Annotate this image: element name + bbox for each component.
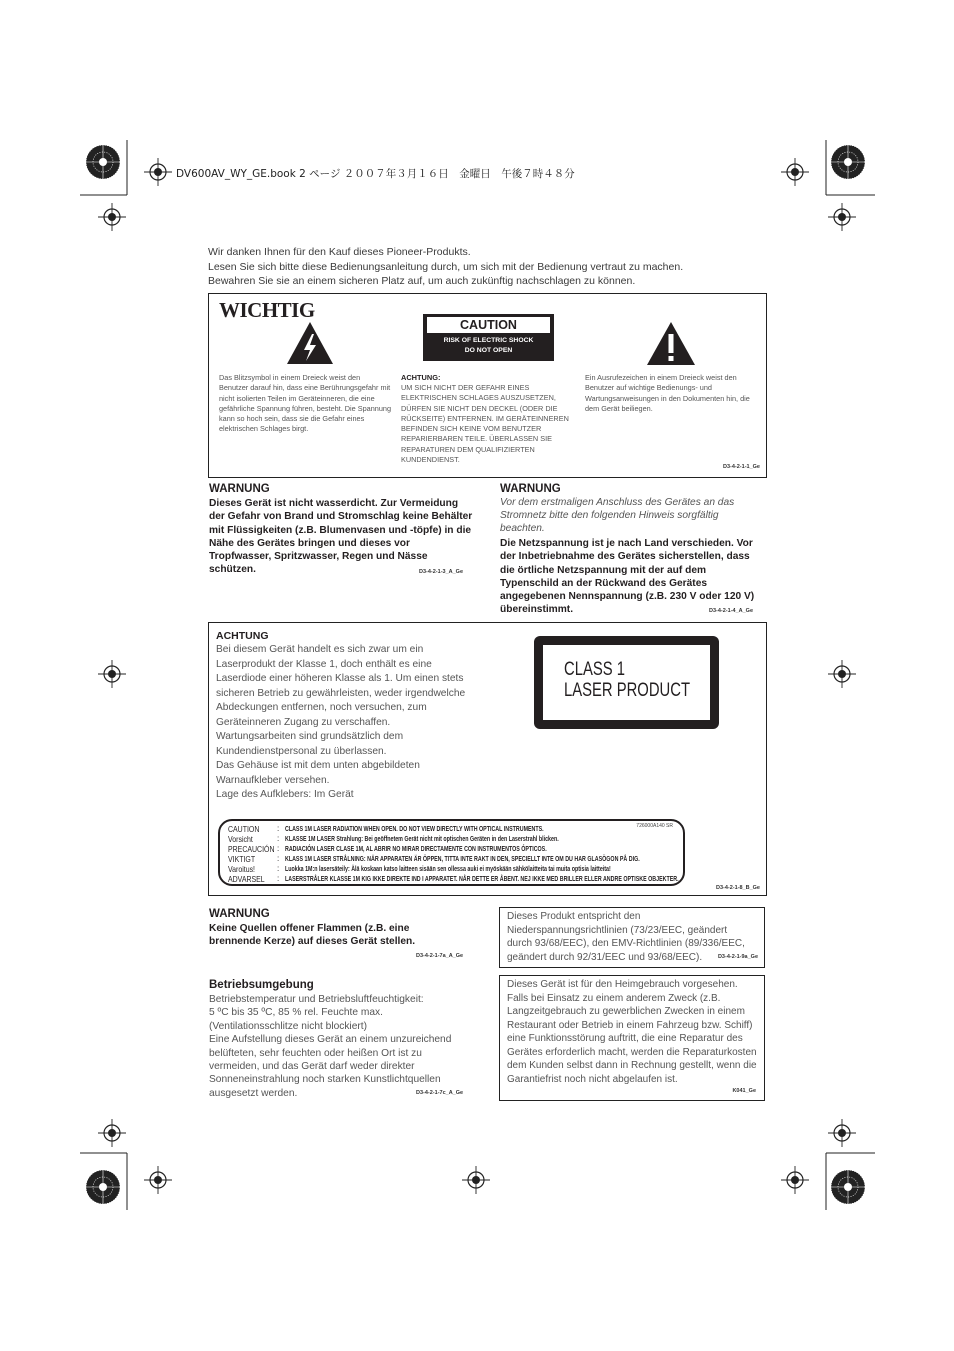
eec-box <box>499 907 765 968</box>
home-text: Dieses Gerät ist für den Heimgebrauch vorgesehen. Falls bei Einsatz zu einem anderem Zweck (z.B. Langzeitgebrauch zu gewerblichen Zwecken in einem Restaurant oder Betrieb in einem Fahrzeug bzw. Schiff) eine Funktionsstörung auftritt, die eine Reparatur des Gerätes erforderlich macht, werden die Reparaturkosten dem Kunden selbst dann in Rechnung gestellt, wenn die Garantiefrist noch nicht abgelaufen ist. <box>507 979 757 1085</box>
sticker-lang: Vorsicht <box>228 834 253 844</box>
intro-line-1: Wir danken Ihnen für den Kauf dieses Pioneer-Produkts. <box>208 246 471 258</box>
home-code: K041_Ge <box>732 1088 756 1094</box>
env-paragraph: Eine Aufstellung dieses Gerät an einem unzureichend belüfteten, sehr feuchten oder heißen Ort ist zu vermeiden, und das Gerät darf weder direkter Sonneneinstrahlung noch starken Kunstlichtquellen ausgesetzt werden. <box>209 1034 452 1099</box>
warn3-heading: WARNUNG <box>209 908 270 920</box>
sticker-colon: : <box>277 854 280 863</box>
sticker-lang: VIKTIGT <box>228 854 256 864</box>
caution-label <box>423 314 554 361</box>
class1-label <box>534 636 719 729</box>
warn2-text: Die Netzspannung ist je nach Land verschieden. Vor der Inbetriebnahme des Gerätes sicherstellen, dass die örtliche Netzspannung mit der auf dem Typenschild an der Rückwand des Gerätes angegebenen Nennspannung (z.B. 230 V oder 120 V) übereinstimmt. <box>500 538 755 616</box>
warn1-heading: WARNUNG <box>209 483 270 495</box>
env-line-1: Betriebstemperatur und Betriebsluftfeuchtigkeit: <box>209 994 424 1005</box>
exclamation-icon <box>646 321 696 366</box>
warn2-code: D3-4-2-1-4_A_Ge <box>709 608 754 614</box>
class1-label-inner <box>543 645 710 720</box>
sticker-lang: CAUTION <box>228 824 260 834</box>
laser-text <box>216 643 468 803</box>
caution-title: CAUTION <box>427 317 550 333</box>
warn1-text: Dieses Gerät ist nicht wasserdicht. Zur Vermeidung der Gefahr von Brand und Stromschlag keine Behälter mit Flüssigkeiten (z.B. Blumenvasen und -töpfe) in die Nähe des Gerätes bringen und dieses vor Tropfwasser, Spritzwasser, Regen und Nässe schützen. <box>209 498 473 576</box>
lightning-description: Das Blitzsymbol in einem Dreieck weist den Benutzer darauf hin, dass eine Berührungsgefahr mit nicht isolierten Teilen im Geräteinneren, die eine gefährliche Spannung führen, besteht. Die Spannung kann so hoch sein, dass sie die Gefahr eines elektrischen Schlages birgt. <box>219 373 392 434</box>
laser-code: D3-4-2-1-8_B_Ge <box>715 885 760 891</box>
achtung-text: UM SICH NICHT DER GEFAHR EINES ELEKTRISCHEN SCHLAGES AUSZUSETZEN, DÜRFEN SIE NICHT DEN DECKEL (ODER DIE RÜCKSEITE) ENTFERNEN. IM GERÄTEINNEREN BEFINDEN SICH KEINE VOM BENUTZER REPARIERBAREN TEILE. ÜBERLASSEN SIE REPARATUREN DEM QUALIFIZIERTEN KUNDENDIENST. <box>401 383 569 465</box>
warn3-text: Keine Quellen offener Flammen (z.B. eine brennende Kerze) auf dieses Gerät stellen. <box>209 923 416 948</box>
wichtig-code: D3-4-2-1-1_Ge <box>723 464 760 470</box>
sticker-lang: Varoitus! <box>228 864 255 874</box>
caution-sub-1: RISK OF ELECTRIC SHOCK <box>443 337 534 344</box>
env-code: D3-4-2-1-7c_A_Ge <box>416 1090 464 1096</box>
env-line-2: 5 ºC bis 35 ºC, 85 % rel. Feuchte max. <box>209 1007 383 1019</box>
eec-code: D3-4-2-1-9a_Ge <box>717 954 758 960</box>
env-line-3: (Ventilationsschlitze nicht blockiert) <box>209 1020 367 1032</box>
laser-text-1: Bei diesem Gerät handelt es sich zwar um ein Laserprodukt der Klasse 1, doch enthält es eine Laserdiode einer höheren Klasse als 1. Um einen stets sicheren Betrieb zu gewährleisten, weder irgendwelche Abdeckungen entfernen, noch versuchen, zum Geräteinneren Zugang zu verschaffen. <box>216 644 466 728</box>
laser-text-3: Das Gehäuse ist mit dem unten abgebildeten Warnaufkleber versehen. <box>216 760 420 786</box>
sticker-colon: : <box>277 874 280 883</box>
laser-text-4: Lage des Aufklebers: Im Gerät <box>216 789 354 800</box>
sticker-text: CLASS 1M LASER RADIATION WHEN OPEN. DO NOT VIEW DIRECTLY WITH OPTICAL INSTRUMENTS. <box>285 824 544 833</box>
wichtig-title: WICHTIG <box>219 298 315 322</box>
sticker-text: RADIACIÓN LASER CLASE 1M, AL ABRIR NO MIRAR DIRECTAMENTE CON INSTRUMENTOS ÓPTICOS. <box>285 844 547 853</box>
intro-line-3: Bewahren Sie sie an einem sicheren Platz auf, um auch zukünftig nachschlagen zu können. <box>208 275 636 287</box>
laser-heading: ACHTUNG <box>216 630 269 642</box>
class1-line-2: LASER PRODUCT <box>564 680 690 701</box>
sticker-text: KLASSE 1M LASER Strahlung: Bei geöffnetem Gerät nicht mit optischen Geräten in den Laserstrahl blicken. <box>285 834 559 843</box>
lightning-icon <box>286 321 334 365</box>
file-header: DV600AV_WY_GE.book 2 ページ ２００７年３月１６日 金曜日 午後７時４８分 <box>176 168 575 180</box>
sticker-colon: : <box>277 844 280 853</box>
sticker-lang: PRECAUCIÓN <box>228 844 275 854</box>
achtung-heading: ACHTUNG: <box>401 373 441 382</box>
warn1-code: D3-4-2-1-3_A_Ge <box>419 569 464 575</box>
warn2-heading: WARNUNG <box>500 483 561 495</box>
warn2-italic: Vor dem erstmaligen Anschluss des Gerätes an das Stromnetz bitte den folgenden Hinweis sorgfältig beachten. <box>500 497 735 535</box>
laser-box <box>208 622 767 896</box>
sticker-colon: : <box>277 824 280 833</box>
sticker-text: KLASS 1M LASER STRÅLNING: NÄR APPARATEN ÄR ÖPPEN, TITTA INTE RAKT IN DEN, SPECIELLT INTE OM DU HAR GLASÖGON PÅ DIG. <box>285 854 640 863</box>
sticker-colon: : <box>277 864 280 873</box>
caution-sub-2: DO NOT OPEN <box>464 347 513 354</box>
env-heading: Betriebsumgebung <box>209 979 314 991</box>
sticker-colon: : <box>277 834 280 843</box>
class1-line-1: CLASS 1 <box>564 659 625 680</box>
sticker-lang: ADVARSEL <box>228 874 265 884</box>
laser-text-2: Wartungsarbeiten sind grundsätzlich dem Kundendienstpersonal zu überlassen. <box>216 731 404 757</box>
sticker-text: Luokka 1M:n lasersäteily: Älä koskaan katso laitteen sisään sen ollessa auki ei myöskään sähkölaitteita tai muita optisia laitteita! <box>285 864 611 873</box>
env-text <box>209 993 471 1100</box>
sticker-code: 726000A140 SR <box>636 823 673 829</box>
home-box <box>499 975 765 1101</box>
sticker-row <box>220 873 683 885</box>
eec-text: Dieses Produkt entspricht den Niederspannungsrichtlinien (73/23/EEC, geändert durch 93/68/EEC), den EMV-Richtlinien (89/336/EEC, geändert durch 92/31/EEC und 93/68/EEC). <box>507 911 745 963</box>
intro-line-2: Lesen Sie sich bitte diese Bedienungsanleitung durch, um sich mit der Bedienung vertraut zu machen. <box>208 261 684 273</box>
exclamation-description: Ein Ausrufezeichen in einem Dreieck weist den Benutzer auf wichtige Bedienungs- und Wartungsanweisungen in den Dokumenten hin, die dem Gerät beiliegen. <box>585 373 750 413</box>
laser-sticker <box>218 819 685 886</box>
warn3-code: D3-4-2-1-7a_A_Ge <box>416 953 464 959</box>
wichtig-box <box>208 293 767 478</box>
sticker-text: LASERSTRÅLER KLASSE 1M KIG IKKE DIREKTE IND I APPARATET. NÅR DETTE ER ÅBENT. NEJ IKKE MED BRILLER ELLER ANDRE OPTISKE OBJEKTER. <box>285 874 679 883</box>
